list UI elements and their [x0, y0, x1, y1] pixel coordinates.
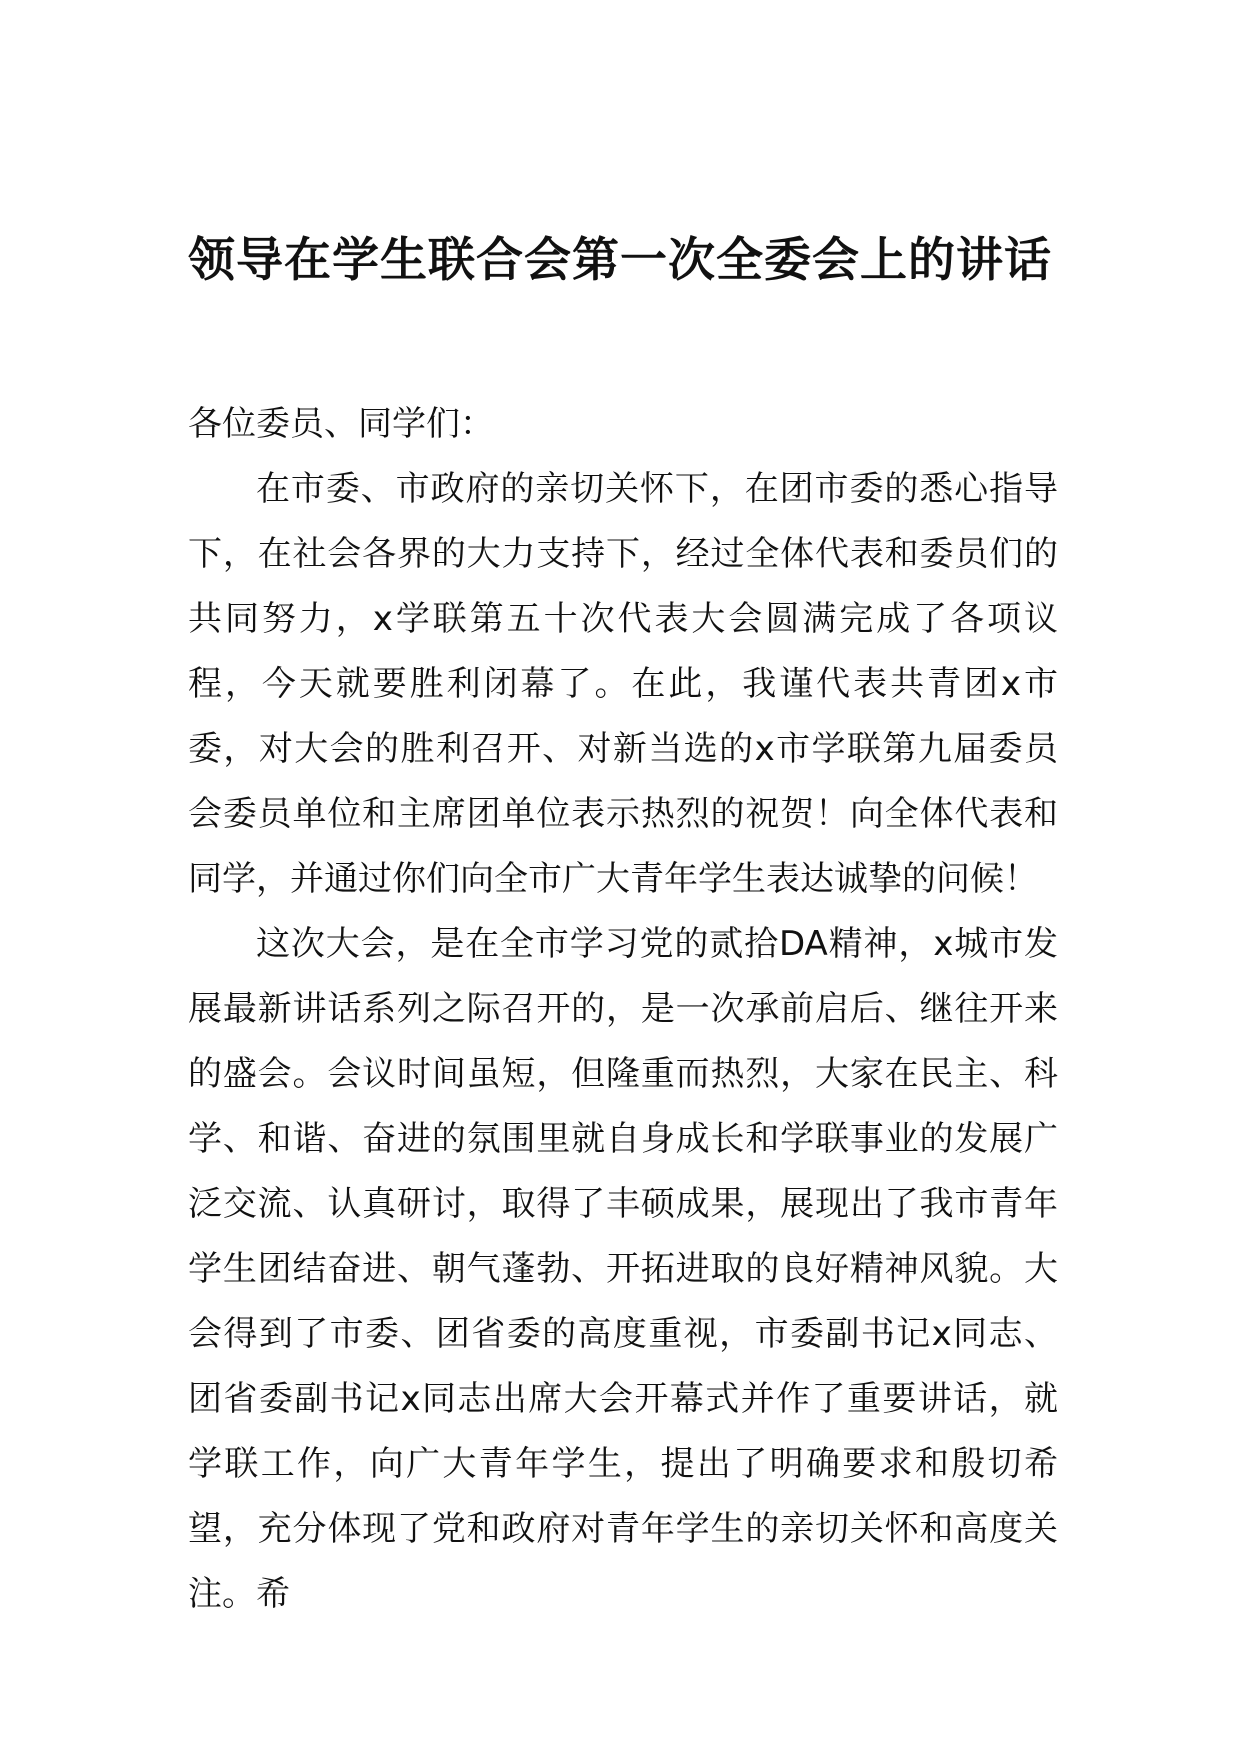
paragraph: 这次大会，是在全市学习党的贰拾DA精神，x城市发展最新讲话系列之际召开的，是一次承前启后、继往开来的盛会。会议时间虽短，但隆重而热烈，大家在民主、科学、和谐、奋进的氛围里就自身成长和学联事业的发展广泛交流、认真研讨，取得了丰硕成果，展现出了我市青年学生团结奋进、朝气蓬勃、开拓进取的良好精神风貌。大会得到了市委、团省委的高度重视，市委副书记x同志、团省委副书记x同志出席大会开幕式并作了重要讲话，就学联工作，向广大青年学生，提出了明确要求和殷切希望，充分体现了党和政府对青年学生的亲切关怀和高度关注。希: [188, 924, 1058, 1614]
salutation: 各位委员、同学们：: [188, 404, 494, 444]
paragraph: 在市委、市政府的亲切关怀下，在团市委的悉心指导下，在社会各界的大力支持下，经过全体代表和委员们的共同努力，x学联第五十次代表大会圆满完成了各项议程，今天就要胜利闭幕了。在此，我谨代表共青团x市委，对大会的胜利召开、对新当选的x市学联第九届委员会委员单位和主席团单位表示热烈的祝贺！向全体代表和同学，并通过你们向全市广大青年学生表达诚挚的问候！: [188, 469, 1058, 899]
document-title: 领导在学生联合会第一次全委会上的讲话: [188, 233, 1052, 289]
document-body: [188, 392, 1058, 1627]
